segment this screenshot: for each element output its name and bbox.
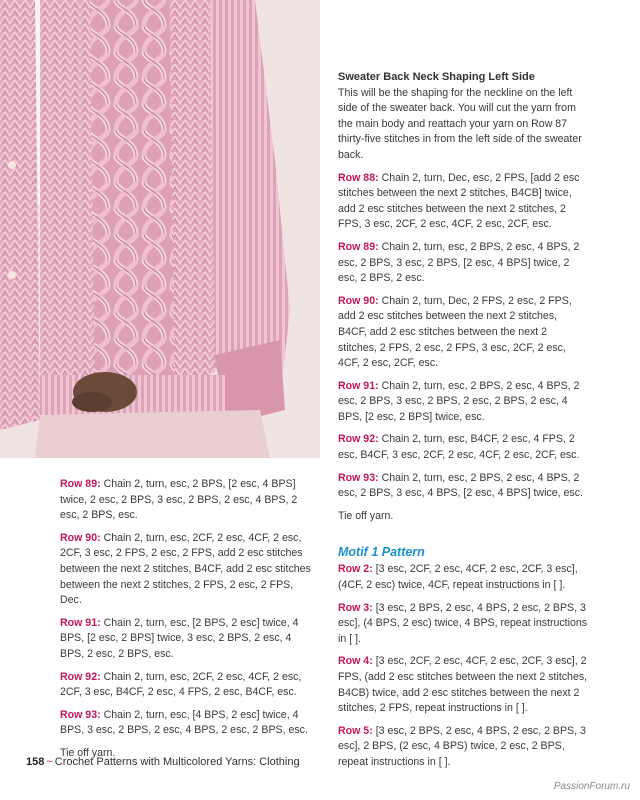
left-row-91: Row 91: Chain 2, turn, esc, [2 BPS, 2 esc] twice, 4 BPS, [2 esc, 2 BPS] twice, 3 esc, 2 BPS, 2 esc, 4 BPS, 2 esc, 2 BPS, esc.	[60, 616, 299, 660]
right-column	[338, 70, 588, 778]
motif-row-2: Row 2: [3 esc, 2CF, 2 esc, 4CF, 2 esc, 2CF, 3 esc], (4CF, 2 esc) twice, 4CF, repeat instructions in [ ].	[338, 563, 578, 592]
left-tie-off: Tie off yarn.	[60, 746, 116, 759]
right-tie-off: Tie off yarn.	[338, 509, 394, 522]
right-row-91: Row 91: Chain 2, turn, esc, 2 BPS, 2 esc, 4 BPS, 2 esc, 2 BPS, 3 esc, 2 BPS, 2 esc, 2 BPS, 2 esc, 4 BPS, [2 esc, 2 BPS] twice, esc.	[338, 379, 580, 423]
section-intro: This will be the shaping for the neckline on the left side of the sweater back. You will cut the yarn from the main body and reattach your yarn on Row 87 thirty-five stitches in from the left side of the sweater back.	[338, 86, 582, 161]
sweater-photo	[0, 0, 320, 458]
motif-row-3: Row 3: [3 esc, 2 BPS, 2 esc, 4 BPS, 2 esc, 2 BPS, 3 esc], (4 BPS, 2 esc) twice, 4 BPS, repeat instructions in [ ].	[338, 601, 588, 645]
left-row-93: Row 93: Chain 2, turn, esc, [4 BPS, 2 esc] twice, 4 BPS, 3 esc, 2 BPS, 2 esc, 4 BPS, 2 esc, 2 BPS, esc.	[60, 708, 308, 737]
motif-row-4: Row 4: [3 esc, 2CF, 2 esc, 4CF, 2 esc, 2CF, 3 esc], 2 FPS, (add 2 esc stitches between the next 2 stitches, B4CB) twice, add 2 esc stitches between the next 2 stitches, 2 FPS, repeat instructions in [ ].	[338, 655, 588, 715]
left-column	[60, 477, 314, 774]
left-row-92: Row 92: Chain 2, turn, esc, 2CF, 2 esc, 4CF, 2 esc, 2CF, 3 esc, B4CF, 2 esc, 4 FPS, 2 esc, B4CF, esc.	[60, 670, 302, 699]
page-number: 158	[26, 756, 45, 768]
right-row-89: Row 89: Chain 2, turn, esc, 2 BPS, 2 esc, 4 BPS, 2 esc, 2 BPS, 3 esc, 2 BPS, [2 esc, 4 BPS] twice, 2 esc, 2 BPS, 2 esc.	[338, 240, 580, 285]
motif-row-5: Row 5: [3 esc, 2 BPS, 2 esc, 4 BPS, 2 esc, 2 BPS, 3 esc], 2 BPS, (2 esc, 4 BPS) twice, 2 esc, 2 BPS, repeat instructions in [ ].	[338, 724, 586, 768]
right-row-93: Row 93: Chain 2, turn, esc, 2 BPS, 2 esc, 4 BPS, 2 esc, 2 BPS, 3 esc, 4 BPS, [2 esc, 4 BPS] twice, esc.	[338, 471, 583, 500]
page-footer	[26, 756, 300, 768]
right-row-92: Row 92: Chain 2, turn, esc, B4CF, 2 esc, 4 FPS, 2 esc, B4CF, 3 esc, 2CF, 2 esc, 4CF, 2 esc, 2CF, esc.	[338, 433, 580, 462]
left-row-89: Row 89: Chain 2, turn, esc, 2 BPS, [2 esc, 4 BPS] twice, 2 esc, 2 BPS, 3 esc, 2 BPS, 2 esc, 4 BPS, 2 esc, 2 BPS, esc.	[60, 478, 298, 522]
watermark: PassionForum.ru	[553, 781, 630, 792]
footer-separator: ~	[46, 756, 53, 768]
left-row-90: Row 90: Chain 2, turn, esc, 2CF, 2 esc, 4CF, 2 esc, 2CF, 3 esc, 2 FPS, 2 esc, 2 FPS, add 2 esc stitches between the next 2 stitches, B4CF, add 2 esc stitches between the next 2 stitches, 2 FPS, 2 esc, 2 FPS, Dec.	[60, 531, 311, 607]
section-title: Sweater Back Neck Shaping Left Side	[338, 71, 535, 83]
right-row-90: Row 90: Chain 2, turn, Dec, 2 FPS, 2 esc, 2 FPS, add 2 esc stitches between the next 2 stitches, B4CF, add 2 esc stitches between the next 2 stitches, 2 FPS, 2 esc, 2 FPS, 3 esc, 2CF, 2 esc, 4CF, 2 esc, 2CF, esc.	[338, 294, 572, 370]
right-row-88: Row 88: Chain 2, turn, Dec, esc, 2 FPS, [add 2 esc stitches between the next 2 stitches, B4CB] twice, add 2 esc stitches between the next 2 stitches, 2 FPS, 3 esc, 2CF, 2 esc, 4CF, 2 esc, 2CF, esc.	[338, 171, 580, 231]
book-title: Crochet Patterns with Multicolored Yarns: Clothing	[54, 756, 300, 768]
motif-title: Motif 1 Pattern	[338, 545, 425, 560]
